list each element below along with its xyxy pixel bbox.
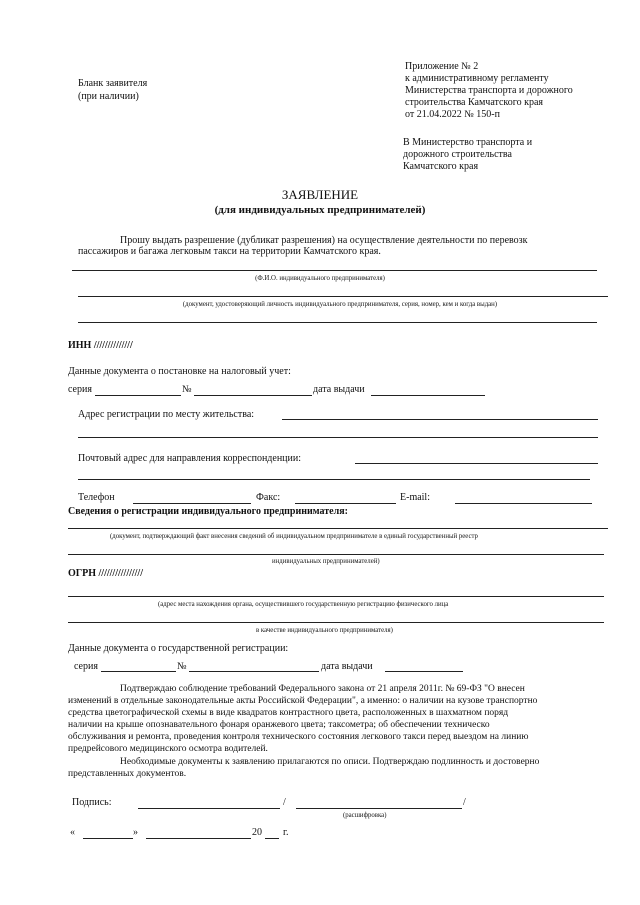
ogrn-value: ////////////////	[98, 568, 143, 579]
attachments-line: представленных документов.	[68, 769, 187, 779]
tax-series-input[interactable]	[95, 395, 181, 396]
tax-date-label: дата выдачи	[313, 384, 365, 395]
state-series-input[interactable]	[101, 671, 176, 672]
postal-address-input-2[interactable]	[78, 479, 590, 480]
tax-date-input[interactable]	[371, 395, 485, 396]
inn-label: ИНН	[68, 340, 92, 351]
ip-registration-caption: (документ, подтверждающий факт внесения сведений об индивидуальном предпринимателе в единый государственный реестр	[110, 533, 478, 540]
email-input[interactable]	[455, 503, 592, 504]
confirm-line: наличии на крыше опознавательного фонаря оранжевого цвета; таксометра; об обеспечении техническо	[68, 720, 490, 730]
ogrn-label: ОГРН	[68, 568, 97, 579]
ip-registration-input-2[interactable]	[68, 554, 604, 555]
tax-series-label: серия	[68, 384, 92, 395]
date-day-input[interactable]	[83, 838, 133, 839]
confirm-line: обслуживания и ремонта, проведения контроля технического состояния легкового такси перед выездом на линию	[68, 732, 529, 742]
date-close-quote: »	[133, 827, 138, 838]
id-document-input-line-2[interactable]	[78, 322, 597, 323]
request-text-line1: Прошу выдать разрешение (дубликат разрешения) на осуществление деятельности по перевозк	[120, 235, 528, 246]
fio-input-line[interactable]	[72, 270, 597, 271]
id-document-input-line[interactable]	[78, 296, 608, 297]
id-document-caption: (документ, удостоверяющий личность индивидуального предпринимателя, серия, номер, кем и когда выдан)	[182, 301, 498, 308]
email-label: E-mail:	[400, 492, 430, 503]
address-registration-input[interactable]	[282, 419, 598, 420]
appendix-line: строительства Камчатского края	[405, 97, 544, 108]
signature-slash: /	[283, 797, 286, 808]
appendix-line: от 21.04.2022 № 150-п	[405, 109, 500, 120]
letterhead-note: (при наличии)	[78, 91, 139, 102]
signature-label: Подпись:	[72, 797, 112, 808]
tax-number-input[interactable]	[194, 395, 312, 396]
appendix-block	[405, 61, 573, 121]
fio-caption: (Ф.И.О. индивидуального предпринимателя)	[255, 275, 385, 282]
inn-field	[68, 340, 133, 352]
addressee-line: дорожного строительства	[403, 149, 512, 160]
appendix-line: к административному регламенту	[405, 73, 549, 84]
fax-label: Факс:	[256, 492, 281, 503]
state-number-label: №	[177, 661, 187, 672]
addressee-line: Камчатского края	[403, 161, 479, 172]
inn-value: //////////////	[93, 340, 133, 351]
letterhead-label: Бланк заявителя	[78, 78, 148, 89]
ogrn-field	[68, 568, 143, 580]
signature-slash: /	[463, 797, 466, 808]
date-year-suffix: г.	[283, 827, 289, 838]
address-registration-label: Адрес регистрации по месту жительства:	[78, 409, 255, 420]
tax-document-label: Данные документа о постановке на налоговый учет:	[68, 366, 291, 377]
confirm-line: предрейсового медицинского осмотра водителей.	[68, 744, 268, 754]
date-month-input[interactable]	[146, 838, 251, 839]
ip-registration-heading: Сведения о регистрации индивидуального предпринимателя:	[68, 506, 348, 517]
state-document-label: Данные документа о государственной регистрации:	[68, 643, 289, 654]
registration-authority-input-2[interactable]	[68, 622, 604, 623]
ip-registration-caption-2: индивидуальных предпринимателей)	[272, 558, 380, 565]
document-title: ЗАЯВЛЕНИЕ	[281, 187, 359, 202]
state-date-label: дата выдачи	[321, 661, 373, 672]
request-text-line2: пассажиров и багажа легковым такси на территории Камчатского края.	[78, 246, 381, 257]
ip-registration-input[interactable]	[68, 528, 608, 529]
tax-number-label: №	[182, 384, 192, 395]
postal-address-input[interactable]	[355, 463, 598, 464]
addressee-block	[403, 137, 532, 173]
confirm-line: изменений в отдельные законодательные акты Российской Федерации", а именно: о наличии на кузове транспортно	[68, 696, 538, 706]
signature-decode-input[interactable]	[296, 808, 462, 809]
attachments-line: Необходимые документы к заявлению прилагаются по описи. Подтверждаю подлинность и достоверно	[120, 757, 540, 767]
state-number-input[interactable]	[189, 671, 319, 672]
date-open-quote: «	[70, 827, 75, 838]
document-subtitle: (для индивидуальных предпринимателей)	[214, 204, 426, 216]
address-registration-input-2[interactable]	[78, 437, 598, 438]
decode-caption: (расшифровка)	[343, 812, 387, 819]
confirm-line: средства цветографической схемы в виде квадратов контрастного цвета, расположенных в шахматном поряд	[68, 708, 509, 718]
confirm-line: Подтверждаю соблюдение требований Федерального закона от 21 апреля 2011г. № 69-ФЗ "О внесен	[120, 684, 525, 694]
phone-label: Телефон	[78, 492, 115, 503]
registration-authority-caption: (адрес места нахождения органа, осуществившего государственную регистрацию физического лица	[158, 601, 449, 608]
phone-input[interactable]	[133, 503, 251, 504]
fax-input[interactable]	[295, 503, 396, 504]
addressee-line: В Министерство транспорта и	[403, 137, 533, 148]
state-date-input[interactable]	[385, 671, 463, 672]
state-series-label: серия	[74, 661, 98, 672]
signature-input[interactable]	[138, 808, 280, 809]
appendix-line: Приложение № 2	[405, 61, 479, 72]
date-year-prefix: 20	[252, 827, 262, 838]
registration-authority-caption-2: в качестве индивидуального предпринимателя)	[256, 627, 393, 634]
postal-address-label: Почтовый адрес для направления корреспонденции:	[78, 453, 302, 464]
date-year-input[interactable]	[265, 838, 279, 839]
appendix-line: Министерства транспорта и дорожного	[405, 85, 573, 96]
registration-authority-input[interactable]	[68, 596, 604, 597]
